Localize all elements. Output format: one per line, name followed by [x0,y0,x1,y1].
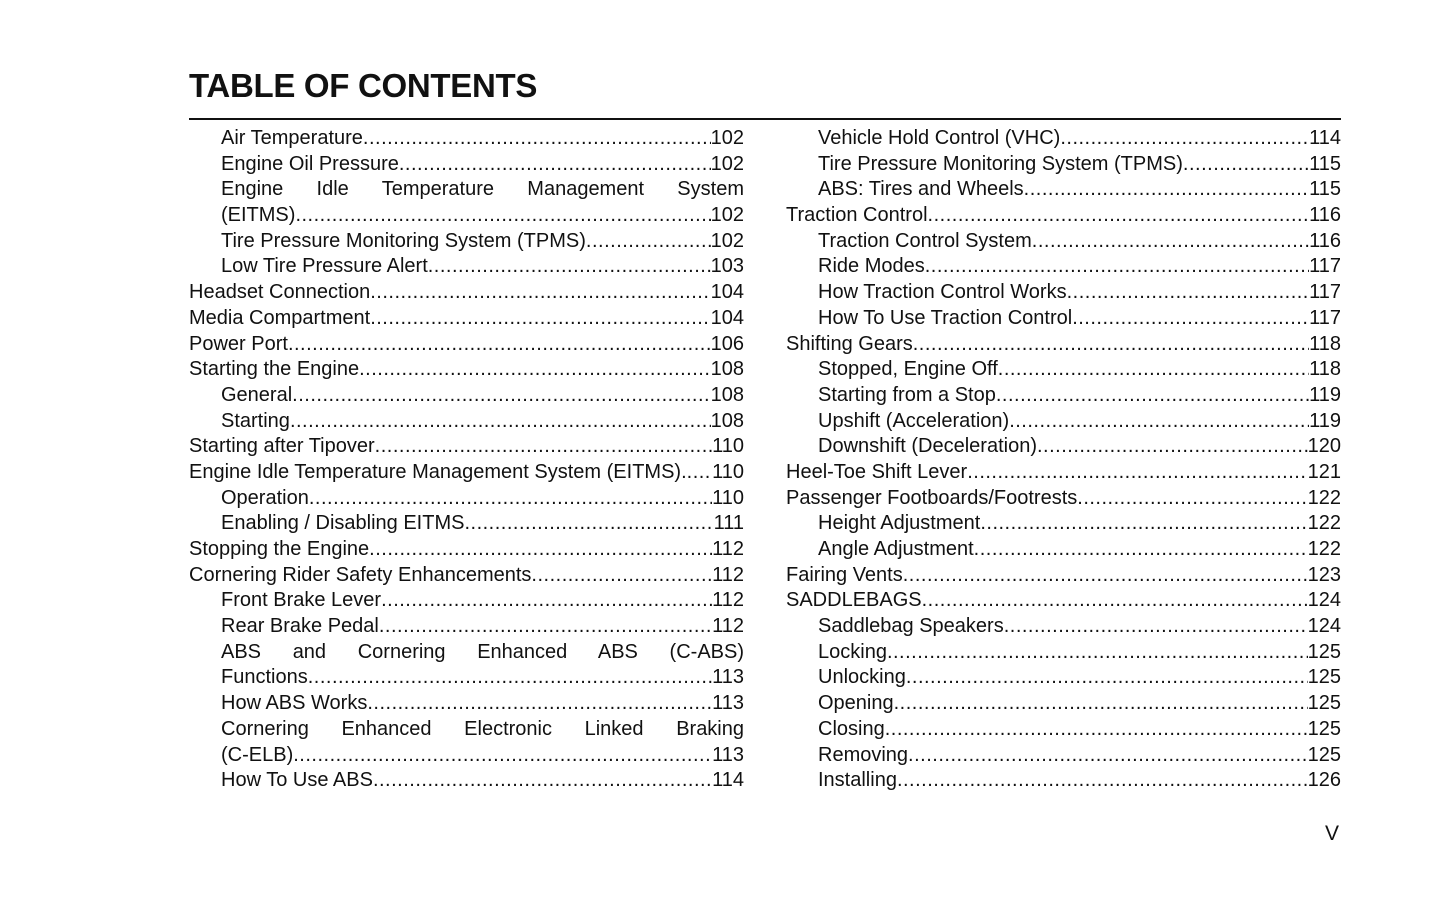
toc-entry-page: 110 [712,486,744,509]
toc-entry-page: 125 [1307,743,1341,766]
toc-entry-page: 114 [712,769,744,792]
dot-leader [399,152,711,178]
toc-entry-label: Enabling / Disabling EITMS [221,512,465,535]
toc-entry-label: How To Use Traction Control [818,306,1073,329]
toc-entry[interactable] [786,768,1341,794]
toc-entry-page: 116 [1309,229,1341,252]
toc-entry-page: 126 [1307,769,1341,792]
toc-entry[interactable] [189,511,744,537]
toc-entry-page: 102 [710,204,744,227]
toc-entry-label: Starting after Tipover [189,435,375,458]
toc-entry[interactable] [189,537,744,563]
toc-entry-label: How Traction Control Works [818,281,1067,304]
toc-entry-page: 125 [1307,692,1341,715]
toc-entry-page: 103 [710,255,744,278]
dot-leader [292,383,710,409]
toc-entry-page: 110 [712,460,744,483]
toc-entry-label: Functions [221,666,308,689]
toc-entry-label: Removing [818,743,909,766]
dot-leader [375,434,712,460]
dot-leader [1032,229,1309,255]
toc-entry[interactable] [786,563,1341,589]
dot-leader [1009,409,1309,435]
toc-entry[interactable] [786,640,1341,666]
toc-entry-label: Upshift (Acceleration) [818,409,1010,432]
dot-leader [363,126,711,152]
toc-entry-page: 102 [710,152,744,175]
toc-entry-label: Unlocking [818,666,906,689]
toc-entry-label: Engine Idle Temperature Management System [221,178,744,201]
dot-leader [1072,306,1309,332]
toc-entry[interactable] [189,563,744,589]
toc-entry-label: Fairing Vents [786,563,903,586]
toc-entry-page: 119 [1309,383,1341,406]
toc-entry-label: Front Brake Lever [221,589,382,612]
toc-entry-label: Angle Adjustment [818,538,974,560]
toc-entry[interactable] [189,768,744,794]
dot-leader [906,665,1308,691]
dot-leader [290,409,711,435]
toc-entry-page: 113 [712,692,744,715]
dot-leader [928,203,1310,229]
toc-entry-page: 112 [712,615,744,638]
toc-entry-page: 114 [1309,127,1341,149]
toc-entry[interactable] [786,743,1341,769]
toc-entry[interactable] [189,588,744,614]
toc-entry-page: 125 [1307,666,1341,689]
toc-entry-label: Tire Pressure Monitoring System (TPMS) [818,152,1183,175]
toc-entry-page: 124 [1307,589,1341,612]
toc-entry-page: 110 [712,435,744,458]
toc-entry-label: ABS and Cornering Enhanced ABS (C-ABS) [221,640,744,663]
dot-leader [1067,280,1310,306]
toc-entry[interactable] [786,691,1341,717]
toc-entry-page: 113 [712,666,744,689]
toc-entry[interactable] [786,229,1341,255]
toc-entry-page: 113 [712,743,744,766]
toc-entry-page: 112 [712,563,744,586]
dot-leader [293,743,712,769]
dot-leader [925,254,1309,280]
dot-leader [980,511,1307,537]
toc-entry[interactable] [189,126,744,152]
dot-leader [687,460,712,486]
toc-entry-page: 108 [710,383,744,406]
toc-entry-label: Traction Control [786,204,928,227]
dot-leader [885,717,1308,743]
toc-entry-label: Rear Brake Pedal [221,615,379,638]
toc-entry-page: 122 [1307,538,1341,560]
dot-leader [913,332,1309,358]
toc-entry-page: 108 [710,409,744,432]
toc-entry[interactable] [786,717,1341,743]
toc-entry[interactable] [189,409,744,435]
toc-entry-label: Saddlebag Speakers [818,615,1004,638]
toc-entry[interactable] [189,306,744,332]
dot-leader [1077,486,1307,512]
toc-entry[interactable] [189,434,744,460]
toc-entry[interactable] [189,665,744,691]
page-number: V [1325,822,1340,845]
toc-entry[interactable] [786,254,1341,280]
toc-entry[interactable] [786,588,1341,614]
toc-entry-page: 118 [1309,358,1341,381]
toc-entry[interactable] [786,126,1341,152]
toc-entry-label: Media Compartment [189,306,371,329]
toc-entry-label: (C-ELB) [221,743,294,766]
dot-leader [1060,126,1309,152]
toc-entry-page: 125 [1307,717,1341,740]
dot-leader [373,768,712,794]
toc-entry-page: 122 [1307,512,1341,535]
dot-leader [295,203,710,229]
dot-leader [922,588,1308,614]
dot-leader [974,537,1308,563]
toc-entry-page: 117 [1309,306,1341,329]
toc-entry[interactable] [786,152,1341,178]
toc-entry-label: Passenger Footboards/Footrests [786,486,1078,509]
toc-entry[interactable] [786,409,1341,435]
toc-entry-page: 116 [1309,204,1341,227]
toc-entry[interactable] [189,640,744,666]
toc-entry-label: Engine Idle Temperature Management System (EITMS). [189,460,687,483]
toc-entry-page: 104 [710,306,744,329]
toc-entry-label: Air Temperature [221,127,363,149]
toc-entry-label: Stopped, Engine Off [818,358,998,381]
toc-entry[interactable] [189,743,744,769]
toc-entry-page: 108 [710,358,744,381]
toc-entry-label: Height Adjustment [818,512,981,535]
toc-entry[interactable] [189,280,744,306]
toc-entry-page: 115 [1309,152,1341,175]
toc-entry-page: 117 [1309,281,1341,304]
toc-entry-page: 106 [710,332,744,355]
dot-leader [309,486,712,512]
title-divider [189,118,1341,120]
dot-leader [1004,614,1308,640]
dot-leader [370,280,710,306]
toc-entry-label: Opening [818,692,894,715]
dot-leader [967,460,1307,486]
toc-entry-label: General [221,383,293,406]
dot-leader [367,691,712,717]
toc-entry-label: Downshift (Deceleration) [818,435,1037,458]
toc-entry[interactable] [786,306,1341,332]
toc-entry-page: 111 [713,512,744,535]
toc-entry[interactable] [786,383,1341,409]
toc-entry[interactable] [786,665,1341,691]
dot-leader [381,588,712,614]
dot-leader [894,691,1308,717]
dot-leader [369,537,712,563]
toc-entry[interactable] [189,177,744,203]
toc-entry[interactable] [189,357,744,383]
toc-right-column [786,126,1341,794]
dot-leader [288,332,711,358]
toc-entry-page: 102 [710,229,744,252]
toc-entry-label: Ride Modes [818,255,925,278]
toc-entry[interactable] [189,614,744,640]
toc-entry[interactable] [786,332,1341,358]
toc-entry-label: Engine Oil Pressure [221,152,399,175]
toc-entry[interactable] [786,486,1341,512]
toc-entry-label: ABS: Tires and Wheels [818,178,1024,201]
dot-leader [464,511,713,537]
page-title: TABLE OF CONTENTS [189,67,538,104]
toc-entry-page: 112 [712,538,744,560]
toc-left-column [189,126,744,794]
toc-entry-label: Locking [818,640,887,663]
toc-entry-label: Starting the Engine [189,358,360,381]
toc-entry[interactable] [189,691,744,717]
toc-entry-page: 115 [1309,178,1341,201]
dot-leader [1183,152,1309,178]
toc-entry[interactable] [786,614,1341,640]
toc-entry-page: 112 [712,589,744,612]
toc-entry-page: 120 [1307,435,1341,458]
toc-entry-label: How ABS Works [221,692,368,715]
toc-entry-label: Low Tire Pressure Alert [221,255,428,278]
toc-entry-page: 119 [1309,409,1341,432]
toc-entry[interactable] [189,152,744,178]
toc-entry[interactable] [189,203,744,229]
toc-entry[interactable] [189,229,744,255]
dot-leader [998,357,1309,383]
toc-entry-page: 118 [1309,332,1341,355]
toc-entry[interactable] [189,254,744,280]
toc-entry-label: Closing [818,717,885,740]
toc-entry-label: SADDLEBAGS [786,589,922,612]
toc-entry[interactable] [786,511,1341,537]
dot-leader [308,665,712,691]
toc-entry[interactable] [189,383,744,409]
toc-entry[interactable] [786,434,1341,460]
dot-leader [359,357,711,383]
toc-entry-label: Vehicle Hold Control (VHC) [818,127,1061,149]
toc-entry-label: Starting from a Stop [818,383,996,406]
dot-leader [903,563,1308,589]
toc-entry[interactable] [786,177,1341,203]
toc-entry-page: 117 [1309,255,1341,278]
toc-entry[interactable] [786,280,1341,306]
toc-entry[interactable] [786,203,1341,229]
toc-entry-page: 102 [710,127,744,149]
toc-entry-label: Traction Control System [818,229,1032,252]
toc-entry[interactable] [786,357,1341,383]
dot-leader [1024,177,1309,203]
toc-entry-page: 125 [1307,640,1341,663]
toc-entry[interactable] [189,460,744,486]
toc-entry-page: 121 [1307,460,1341,483]
toc-entry-label: (EITMS) [221,204,296,227]
dot-leader [531,563,712,589]
dot-leader [996,383,1309,409]
toc-entry-label: Starting [221,409,290,432]
dot-leader [1037,434,1308,460]
toc-entry-label: Headset Connection [189,281,371,304]
dot-leader [897,768,1308,794]
toc-entry-label: Installing [818,769,897,792]
toc-entry-label: Tire Pressure Monitoring System (TPMS) [221,229,586,252]
toc-entry-label: Cornering Enhanced Electronic Linked Braking [221,717,744,740]
toc-entry[interactable] [786,460,1341,486]
dot-leader [887,640,1308,666]
toc-entry-page: 123 [1307,563,1341,586]
toc-entry-page: 124 [1307,615,1341,638]
toc-entry-page: 122 [1307,486,1341,509]
dot-leader [379,614,712,640]
dot-leader [908,743,1308,769]
toc-entry-label: Shifting Gears [786,332,913,355]
toc-entry-label: How To Use ABS [221,769,373,792]
toc-entry[interactable] [189,332,744,358]
toc-entry-label: Heel-Toe Shift Lever [786,460,968,483]
toc-entry-label: Cornering Rider Safety Enhancements [189,563,532,586]
toc-entry[interactable] [189,486,744,512]
toc-entry-label: Power Port [189,332,288,355]
toc-entry-label: Stopping the Engine [189,538,370,560]
dot-leader [586,229,711,255]
dot-leader [370,306,710,332]
toc-entry-label: Operation [221,486,309,509]
toc-entry-page: 104 [710,281,744,304]
dot-leader [428,254,711,280]
toc-entry[interactable] [786,537,1341,563]
toc-entry[interactable] [189,717,744,743]
